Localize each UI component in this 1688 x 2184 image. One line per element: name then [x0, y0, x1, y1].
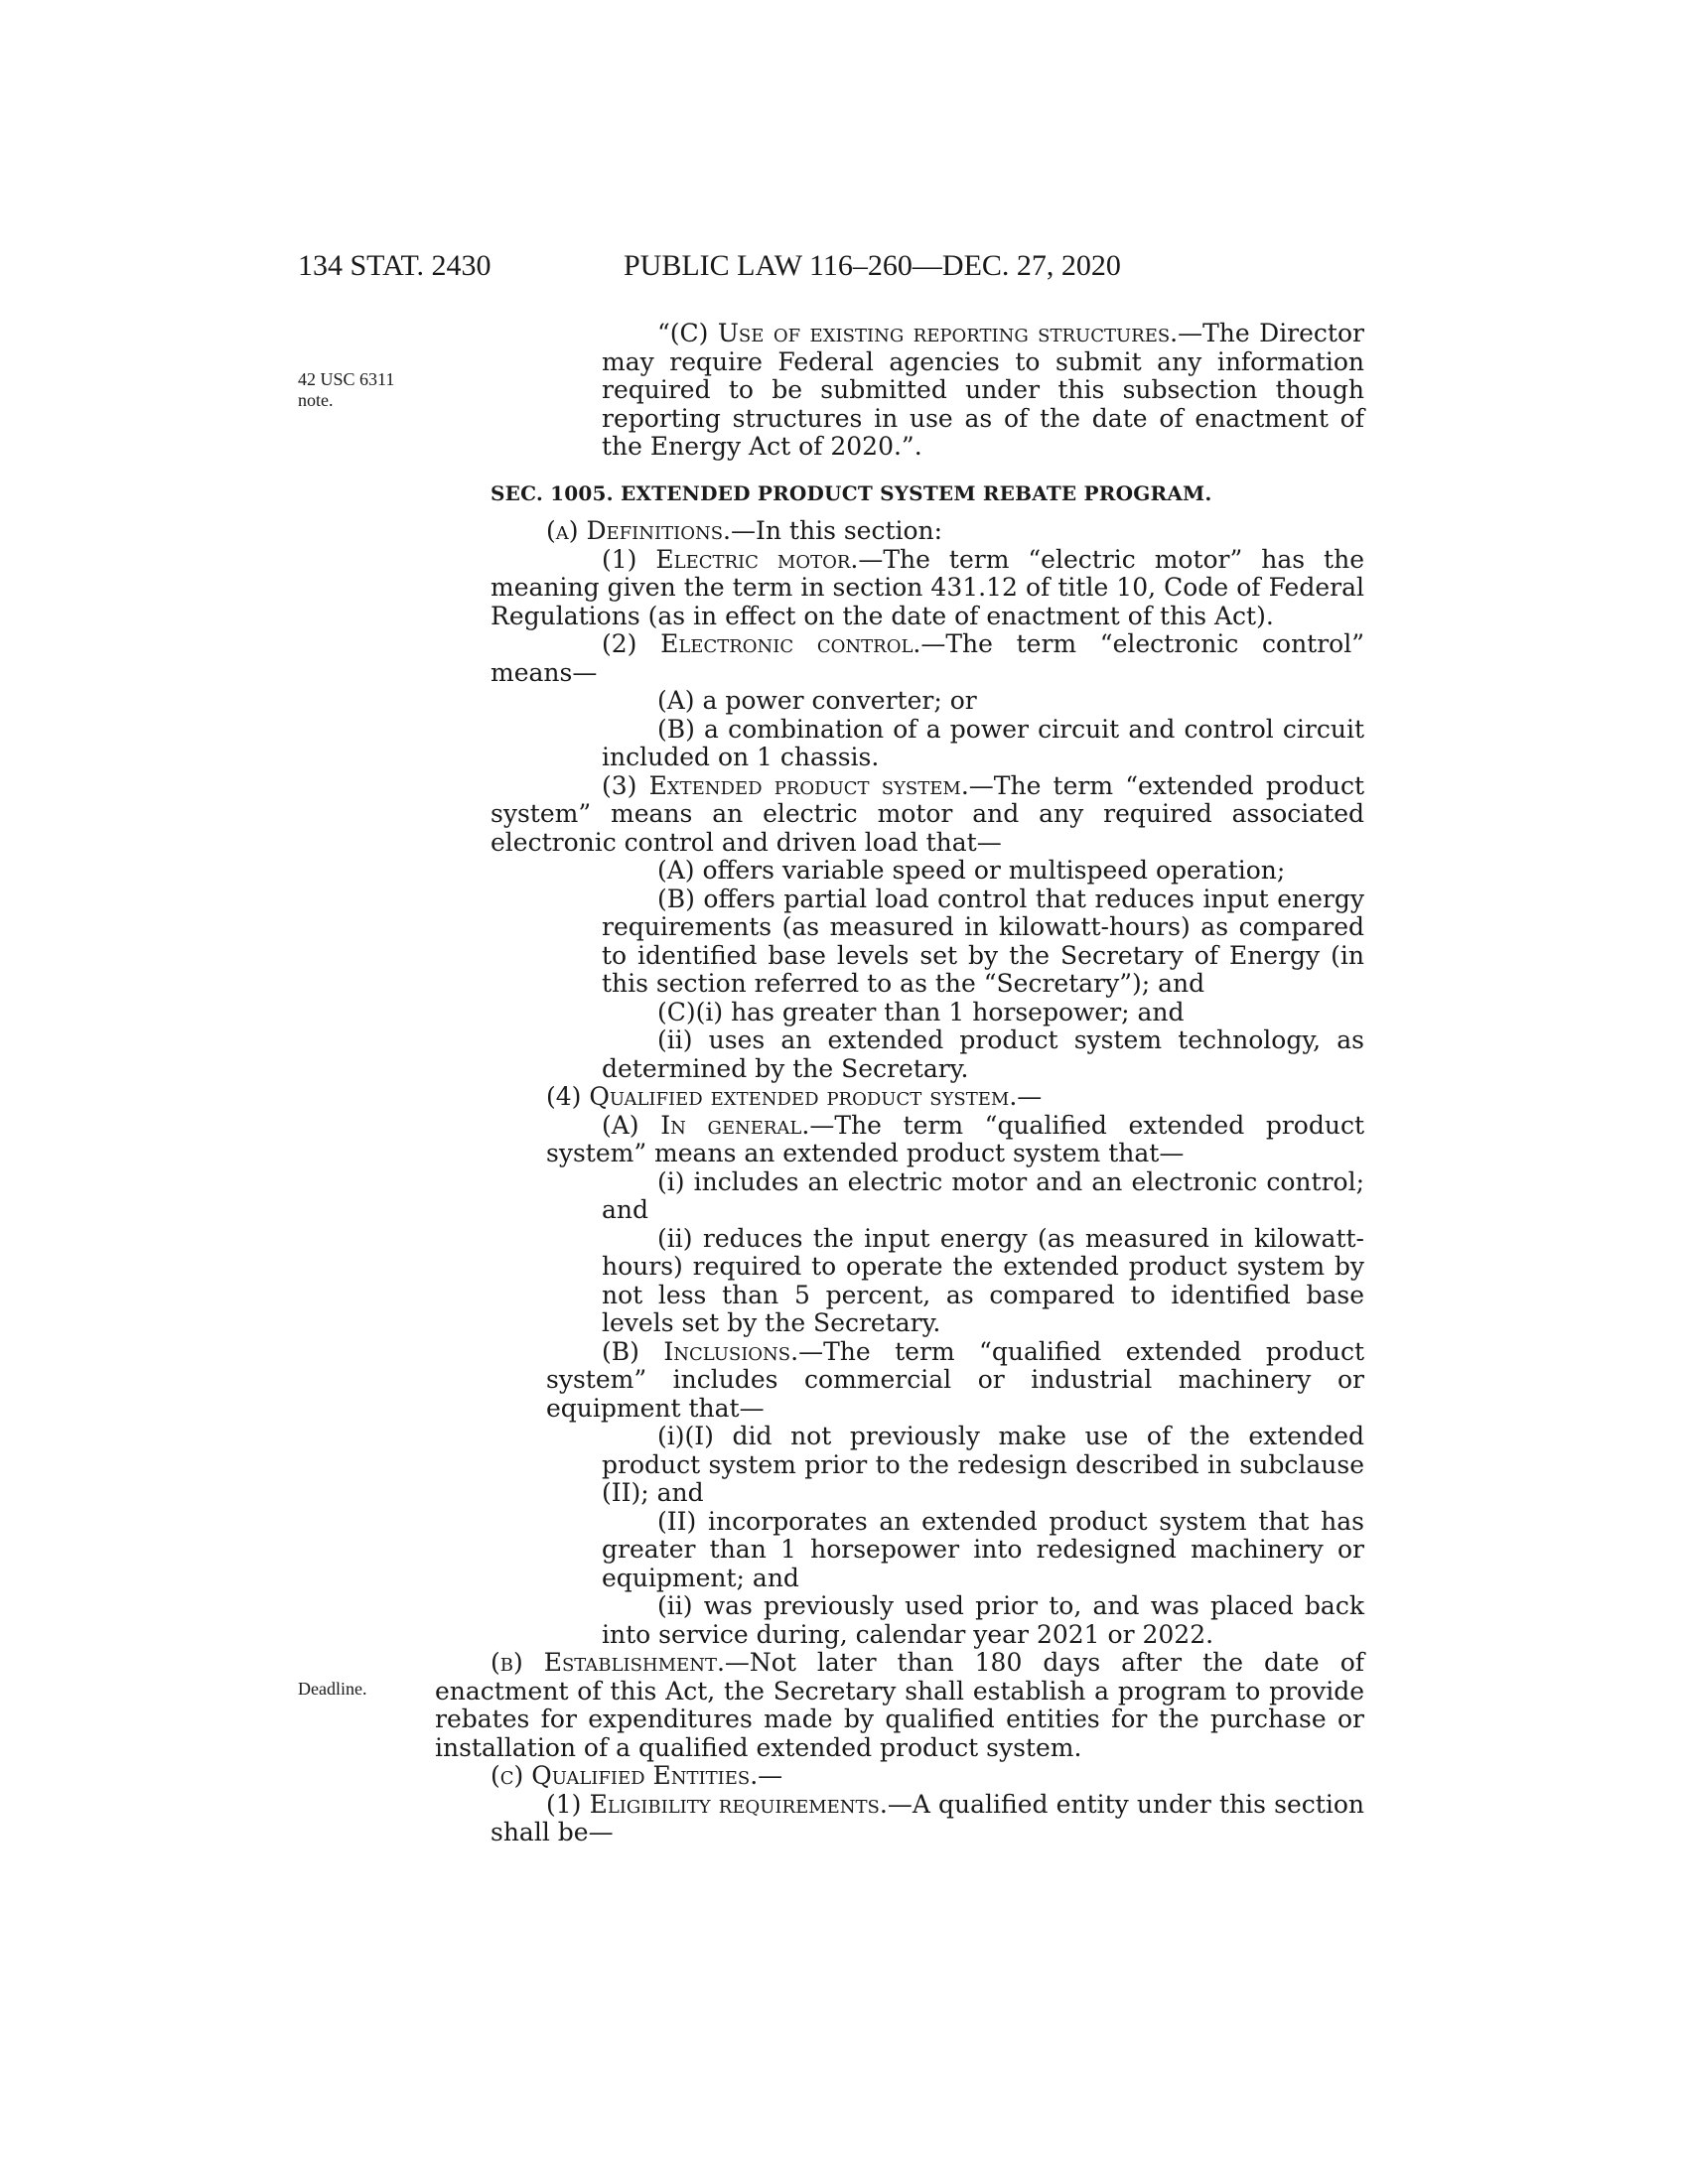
text-c-reporting: —The Director may require Federal agencies to submit any information required to be submitted under this subsection though reporting structures in use as of the date of enactment of the Energy Act of 2020.”. [602, 319, 1364, 461]
running-header-title: PUBLIC LAW 116–260—DEC. 27, 2020 [624, 249, 1121, 282]
margin-note-deadline: Deadline. [298, 1679, 367, 1699]
section-heading: SEC. 1005. EXTENDED PRODUCT SYSTEM REBATE PROGRAM. [491, 480, 1212, 505]
paragraph-a3Cii: (ii) uses an extended product system technology, as determined by the Secretary. [602, 1025, 1364, 1083]
heading-a2: (2) Electronic control. [602, 629, 921, 658]
heading-a4A: (A) In general. [602, 1110, 810, 1140]
heading-a1: (1) Electric motor. [602, 544, 859, 574]
heading-c1: (1) Eligibility requirements. [546, 1789, 888, 1819]
paragraph-c1 [491, 1791, 1364, 1847]
paragraph-a4B [491, 1338, 1364, 1424]
paragraph-a2 [491, 630, 1364, 687]
paragraph-a3B: (B) offers partial load control that reduces input energy requirements (as measured in kilowatt-hours) as compared to identified base levels set by the Secretary of Energy (in this section referred to as the “Secretary”); and [602, 884, 1364, 998]
heading-c: (c) Qualified Entities. [491, 1761, 759, 1790]
text-b: —Not later than 180 days after the date of enactment of this Act, the Secretary shall establish a program to provide rebates for expenditures made by qualified entities for the purchase or installation of a qualified extended product system. [435, 1648, 1365, 1762]
paragraph-a4Aii: (ii) reduces the input energy (as measured in kilowatt-hours) required to operate the extended product system by not less than 5 percent, as compared to identified base levels set by the Secretary. [602, 1223, 1364, 1337]
paragraph-b [435, 1649, 1364, 1762]
paragraph-c [491, 1762, 1364, 1791]
heading-a3: (3) Extended product system. [602, 770, 969, 800]
page-stat-citation: 134 STAT. 2430 [298, 249, 492, 282]
text-a4B: —The term “qualified extended product system” includes commercial or industrial machinery or equipment that— [546, 1336, 1364, 1423]
text-c: — [758, 1761, 783, 1790]
paragraph-a [491, 517, 1364, 546]
document-body [435, 319, 1365, 1847]
heading-b: (b) Establishment. [491, 1648, 725, 1677]
text-a: —In this section: [731, 516, 943, 545]
paragraph-a4Ai: (i) includes an electric motor and an electronic control; and [602, 1166, 1364, 1224]
paragraph-a4 [491, 1083, 1364, 1112]
text-a1: —The term “electric motor” has the meaning given the term in section 431.12 of title 10, Code of Federal Regulations (as in effect on the date of enactment of this Act). [491, 544, 1364, 630]
usc-note: note. [298, 390, 334, 410]
paragraph-a2A: (A) a power converter; or [657, 686, 977, 715]
heading-c-reporting: “(C) Use of existing reporting structures. [657, 319, 1179, 347]
margin-note-usc [298, 369, 394, 411]
text-a4A: —The term “qualified extended product system” means an extended product system that— [546, 1110, 1364, 1167]
paragraph-a3 [491, 772, 1364, 858]
paragraph-a4Bii: (ii) was previously used prior to, and was placed back into service during, calendar year 2021 or 2022. [602, 1591, 1364, 1649]
paragraph-a1 [491, 546, 1364, 631]
usc-citation: 42 USC 6311 [298, 369, 395, 389]
paragraph-a3A: (A) offers variable speed or multispeed operation; [657, 856, 1286, 885]
text-a4: — [1017, 1082, 1043, 1111]
heading-a: (a) Definitions. [546, 516, 731, 545]
text-a3: —The term “extended product system” means an electric motor and any required associated electronic control and driven load that— [491, 770, 1364, 857]
paragraph-a3Ci: (C)(i) has greater than 1 horsepower; and [657, 997, 1185, 1026]
paragraph-a2B: (B) a combination of a power circuit and control circuit included on 1 chassis. [602, 714, 1364, 771]
paragraph-c-reporting [491, 320, 1364, 462]
heading-a4: (4) Qualified extended product system. [546, 1082, 1018, 1111]
paragraph-a4BiII: (II) incorporates an extended product system that has greater than 1 horsepower into redesigned machinery or equipment; and [602, 1506, 1364, 1592]
text-a2: —The term “electronic control” means— [491, 629, 1364, 687]
paragraph-a4BiI: (i)(I) did not previously make use of the extended product system prior to the redesign described in subclause (II); and [602, 1422, 1364, 1507]
heading-a4B: (B) Inclusions. [602, 1336, 799, 1366]
text-c1: —A qualified entity under this section shall be— [491, 1789, 1364, 1846]
paragraph-a4A [491, 1112, 1364, 1168]
